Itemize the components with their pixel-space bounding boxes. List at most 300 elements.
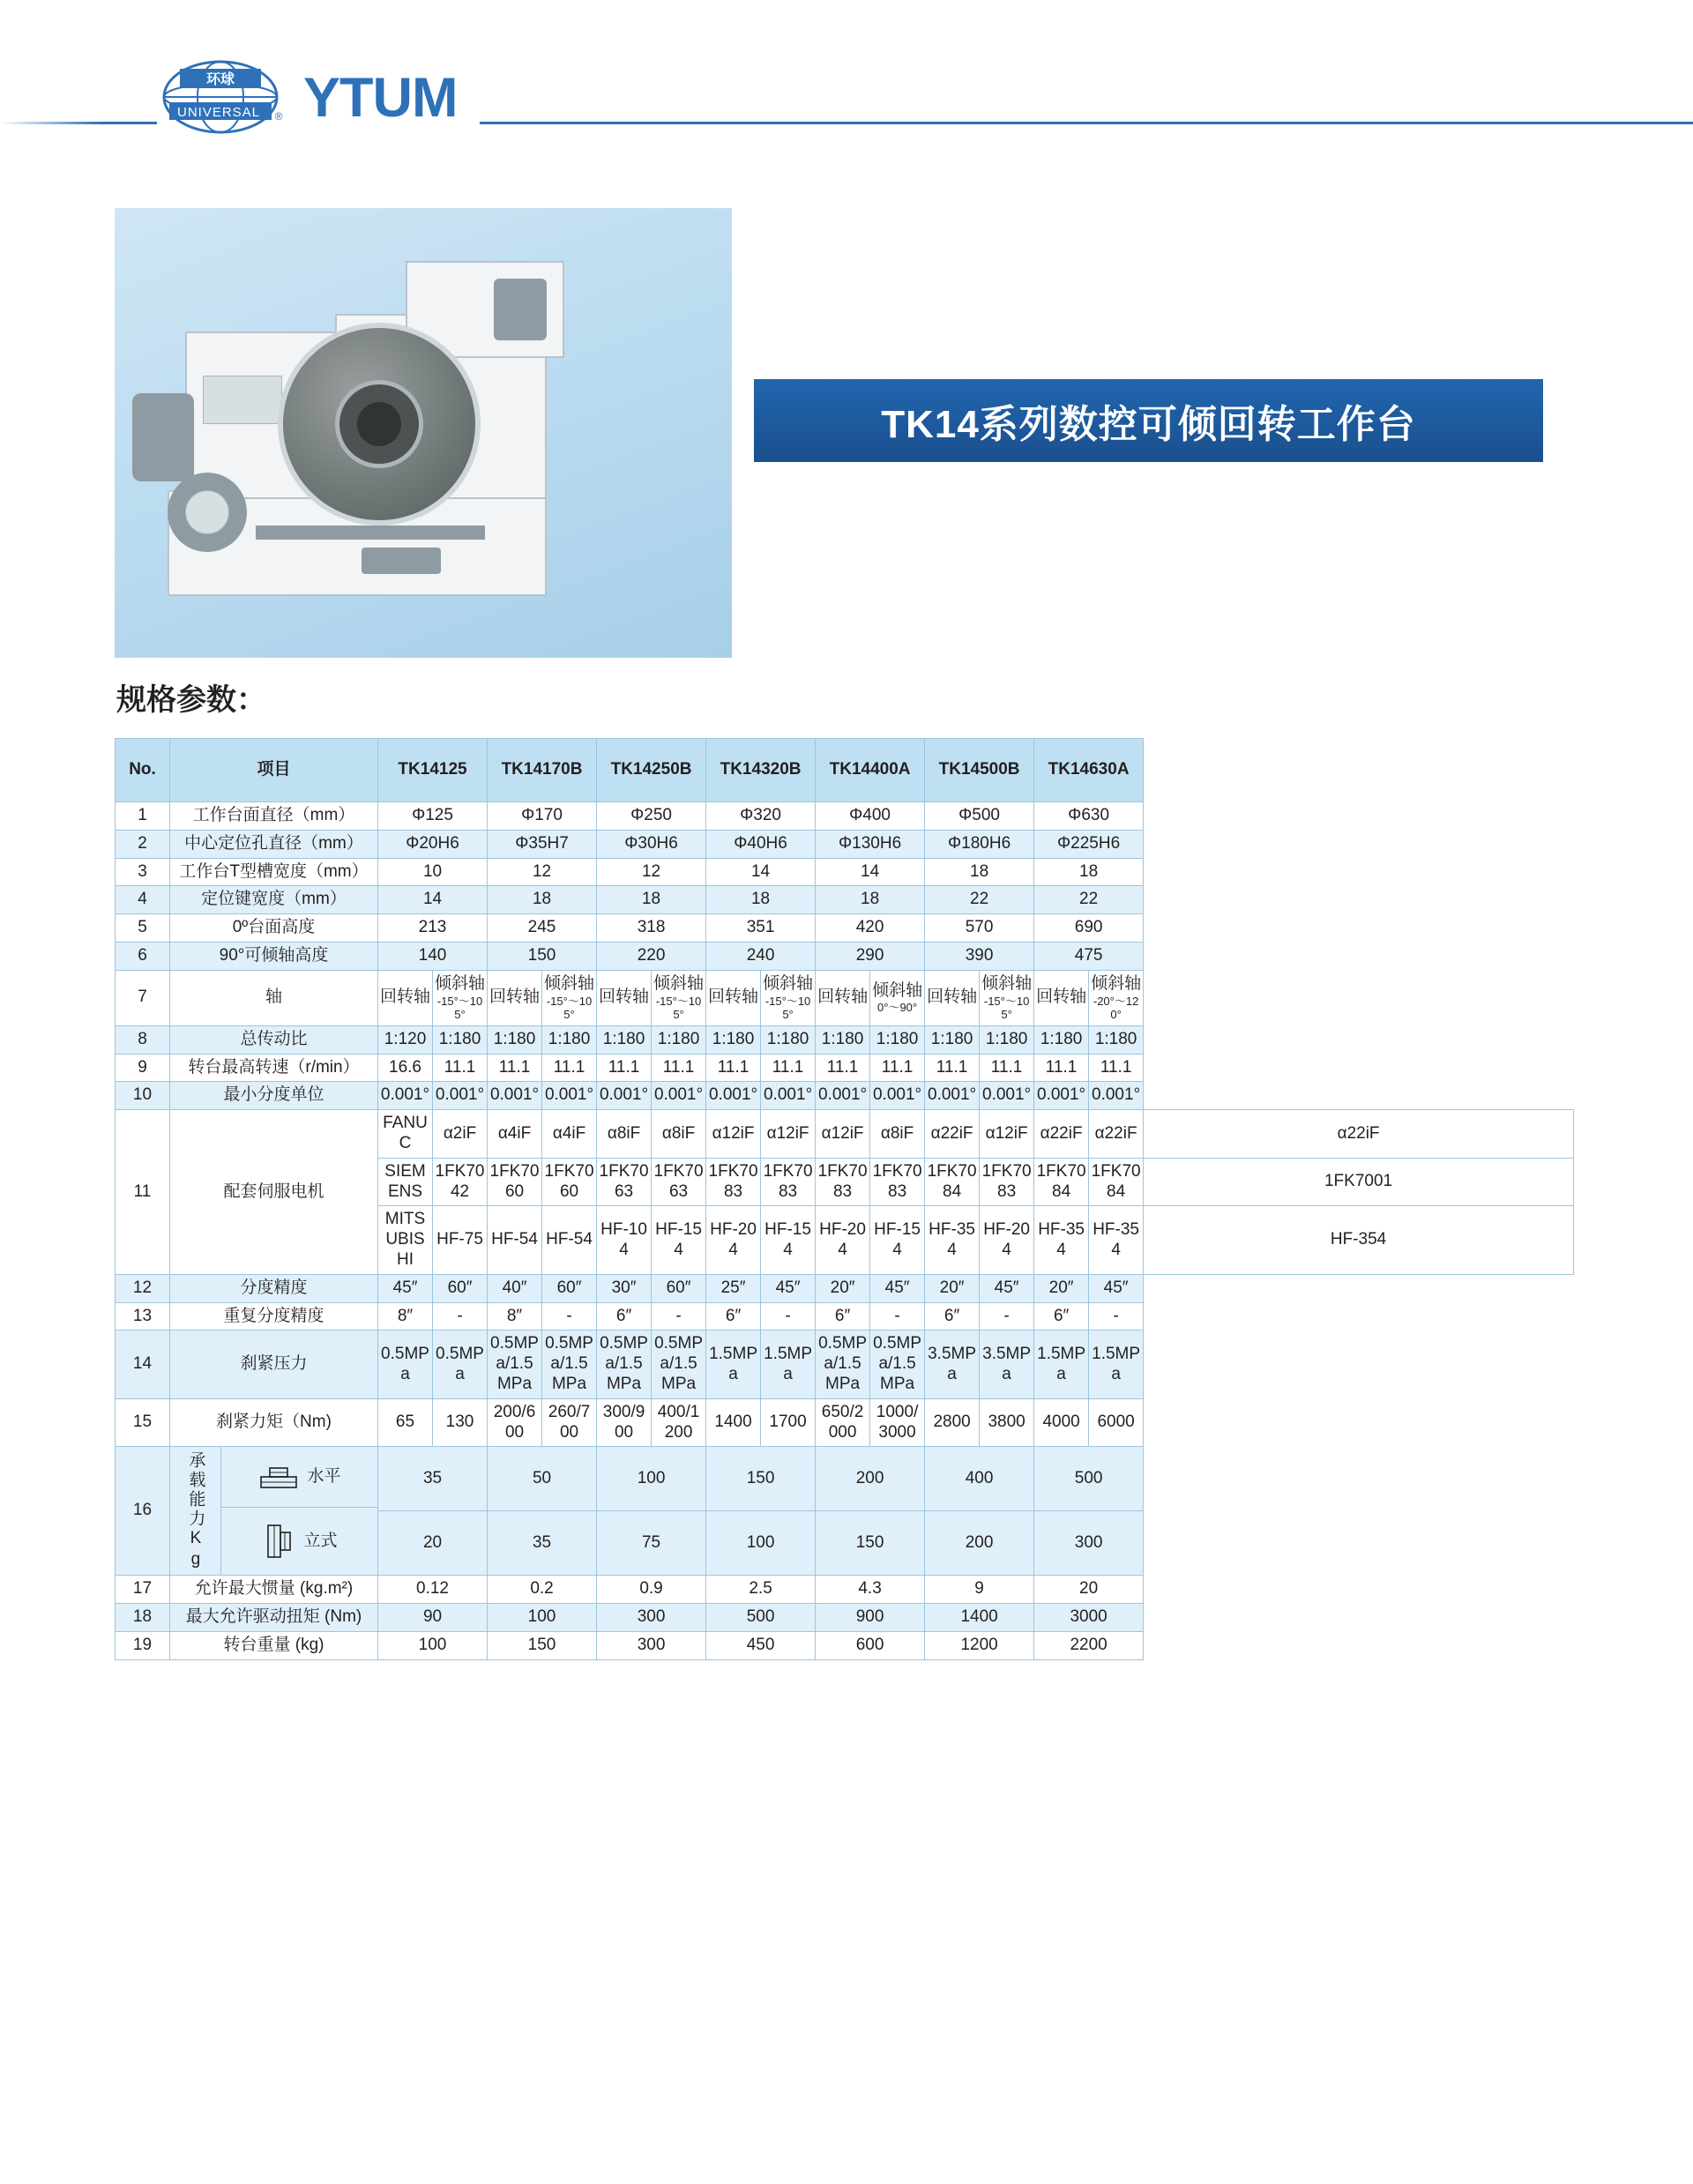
cell: HF-354 (1034, 1206, 1089, 1274)
cell: 11.1 (761, 1054, 816, 1082)
row-item: 中心定位孔直径（mm） (170, 830, 378, 858)
row-no: 5 (116, 914, 170, 943)
cell: 12 (488, 858, 597, 886)
cell: 18 (1034, 858, 1144, 886)
tilt-range: 0°～90° (877, 1001, 918, 1015)
cell: 65 (378, 1398, 433, 1447)
row-item: 分度精度 (170, 1274, 378, 1302)
cell: 150 (488, 942, 597, 970)
row-no: 3 (116, 858, 170, 886)
page-title: TK14系列数控可倾回转工作台 (881, 403, 1416, 446)
cell: α22iF (1034, 1110, 1089, 1159)
cell: 8″ (378, 1302, 433, 1331)
cell: 0.2 (488, 1576, 597, 1604)
cell: HF-154 (652, 1206, 706, 1274)
cell-tilt-axis (542, 970, 597, 1025)
col-tk14630a: TK14630A (1034, 739, 1144, 802)
cell: 1:180 (652, 1025, 706, 1054)
cell-tilt-axis (652, 970, 706, 1025)
cell: 1FK7083 (980, 1158, 1034, 1206)
cell: 1:180 (542, 1025, 597, 1054)
cell: 1FK7063 (652, 1158, 706, 1206)
cell-rot-axis: 回转轴 (378, 970, 433, 1025)
cell: 150 (488, 1631, 597, 1659)
cell: α4iF (542, 1110, 597, 1159)
cell: Φ500 (925, 802, 1034, 831)
row-item: 最小分度单位 (170, 1082, 378, 1110)
row-no: 15 (116, 1398, 170, 1447)
cell: HF-204 (816, 1206, 870, 1274)
cell: 200 (925, 1511, 1034, 1576)
col-no: No. (116, 739, 170, 802)
cell: 20″ (1034, 1274, 1089, 1302)
row-no: 1 (116, 802, 170, 831)
cell: 1200 (925, 1631, 1034, 1659)
row-item: 最大允许驱动扭矩 (Nm) (170, 1604, 378, 1632)
cell-rot-axis: 回转轴 (1034, 970, 1089, 1025)
cell: 4000 (1034, 1398, 1089, 1447)
cell-rot-axis: 回转轴 (488, 970, 542, 1025)
row-no: 16 (116, 1447, 170, 1576)
cell: 0.9 (597, 1576, 706, 1604)
cell: HF-354 (1144, 1206, 1574, 1274)
cell: Φ130H6 (816, 830, 925, 858)
row-item: 工作台T型槽宽度（mm） (170, 858, 378, 886)
cell: 11.1 (980, 1054, 1034, 1082)
row-no: 11 (116, 1110, 170, 1275)
row-no: 8 (116, 1025, 170, 1054)
cell: 22 (1034, 886, 1144, 914)
cell: HF-154 (761, 1206, 816, 1274)
table-row (116, 1604, 1574, 1632)
cell: 0.001° (870, 1082, 925, 1110)
cell: 40″ (488, 1274, 542, 1302)
cell: 300 (1034, 1511, 1144, 1576)
tilt-label: 倾斜轴 (763, 973, 814, 993)
tilt-label: 倾斜轴 (981, 973, 1033, 993)
table-row (116, 1082, 1574, 1110)
row-item-motor (170, 1110, 378, 1275)
cell: Φ630 (1034, 802, 1144, 831)
cell: 1FK7083 (816, 1158, 870, 1206)
cell: 6″ (925, 1302, 980, 1331)
cell: 6″ (1034, 1302, 1089, 1331)
cell: α12iF (816, 1110, 870, 1159)
cell: 1:180 (597, 1025, 652, 1054)
brand-name: YTUM (303, 66, 458, 129)
cell: 11.1 (433, 1054, 488, 1082)
cell: 11.1 (488, 1054, 542, 1082)
table-row (116, 914, 1574, 943)
table-row (116, 1331, 1574, 1398)
cell: 0.001° (652, 1082, 706, 1110)
cell: 260/700 (542, 1398, 597, 1447)
tilt-label: 倾斜轴 (435, 973, 486, 993)
hero-section (0, 183, 1693, 668)
cell: 0.5MPa (378, 1331, 433, 1398)
cell: 0.12 (378, 1576, 488, 1604)
cell: 45″ (378, 1274, 433, 1302)
cell: 1FK7060 (488, 1158, 542, 1206)
row-item: 转台最高转速（r/min） (170, 1054, 378, 1082)
cell: 35 (378, 1447, 488, 1511)
cell: 690 (1034, 914, 1144, 943)
cell: 150 (816, 1511, 925, 1576)
cell: 213 (378, 914, 488, 943)
cell: 8″ (488, 1302, 542, 1331)
cell: 240 (706, 942, 816, 970)
cell: 1000/3000 (870, 1398, 925, 1447)
cell: 20 (1034, 1576, 1144, 1604)
horizontal-label: 水平 (307, 1466, 341, 1486)
cell: 0.001° (925, 1082, 980, 1110)
header-row (116, 739, 1574, 802)
cell: 11.1 (870, 1054, 925, 1082)
cell: 6000 (1089, 1398, 1144, 1447)
cell: 0.001° (1034, 1082, 1089, 1110)
row-item: 重复分度精度 (170, 1302, 378, 1331)
cell: 35 (488, 1511, 597, 1576)
cell: 0.5MPa/1.5MPa (488, 1331, 542, 1398)
cell: 220 (597, 942, 706, 970)
row-item: 工作台面直径（mm） (170, 802, 378, 831)
horizontal-mount-icon (257, 1461, 300, 1493)
svg-text:UNIVERSAL: UNIVERSAL (176, 105, 261, 120)
cell: 0.001° (378, 1082, 433, 1110)
cell: α12iF (761, 1110, 816, 1159)
cell: Φ170 (488, 802, 597, 831)
cell: 650/2000 (816, 1398, 870, 1447)
cell: 30″ (597, 1274, 652, 1302)
globe-icon (157, 53, 291, 143)
row-no: 7 (116, 970, 170, 1025)
table-row-motor-fanuc (116, 1110, 1574, 1159)
cell: 50 (488, 1447, 597, 1511)
cell: 0.5MPa/1.5MPa (542, 1331, 597, 1398)
cell: 11.1 (542, 1054, 597, 1082)
tilt-range: -15°～105° (764, 994, 811, 1022)
cell: 1FK7060 (542, 1158, 597, 1206)
cell: - (1089, 1302, 1144, 1331)
cell: 318 (597, 914, 706, 943)
table-row (116, 858, 1574, 886)
cell: 1400 (925, 1604, 1034, 1632)
svg-text:环球: 环球 (205, 72, 235, 87)
cell: HF-204 (980, 1206, 1034, 1274)
col-tk14400a: TK14400A (816, 739, 925, 802)
cell: 1:180 (761, 1025, 816, 1054)
page-header (0, 0, 1693, 168)
cell: 245 (488, 914, 597, 943)
row-item: 转台重量 (kg) (170, 1631, 378, 1659)
row-no: 19 (116, 1631, 170, 1659)
cell: 0.5MPa/1.5MPa (652, 1331, 706, 1398)
cell: α12iF (706, 1110, 761, 1159)
cell: α2iF (433, 1110, 488, 1159)
cell: 1.5MPa (706, 1331, 761, 1398)
row-no: 4 (116, 886, 170, 914)
cell: 11.1 (1089, 1054, 1144, 1082)
table-row-capacity-horizontal (116, 1447, 1574, 1511)
cell: 3800 (980, 1398, 1034, 1447)
row-item: 定位键宽度（mm） (170, 886, 378, 914)
cell: Φ400 (816, 802, 925, 831)
cell: 0.5MPa/1.5MPa (816, 1331, 870, 1398)
cell: α8iF (597, 1110, 652, 1159)
cell: 11.1 (925, 1054, 980, 1082)
motor-brand-mitsubishi: MITSUBISHI (378, 1206, 433, 1274)
cell: 200/600 (488, 1398, 542, 1447)
spec-table (115, 738, 1574, 1660)
cell: α12iF (980, 1110, 1034, 1159)
cell: 45″ (980, 1274, 1034, 1302)
cell: 1FK7084 (925, 1158, 980, 1206)
cell: 18 (488, 886, 597, 914)
cell: Φ250 (597, 802, 706, 831)
cell: - (980, 1302, 1034, 1331)
col-tk14320b: TK14320B (706, 739, 816, 802)
cell: HF-75 (433, 1206, 488, 1274)
cell: 290 (816, 942, 925, 970)
tilt-range: -15°～105° (655, 994, 702, 1022)
cell: 18 (706, 886, 816, 914)
cell-tilt-axis (1089, 970, 1144, 1025)
tilt-range: -15°～105° (436, 994, 483, 1022)
cell: 0.001° (816, 1082, 870, 1110)
cell: 1:180 (980, 1025, 1034, 1054)
table-row (116, 1576, 1574, 1604)
cell: HF-354 (925, 1206, 980, 1274)
cell: 500 (706, 1604, 816, 1632)
row-item: 轴 (170, 970, 378, 1025)
cell: 20″ (925, 1274, 980, 1302)
cell: 25″ (706, 1274, 761, 1302)
cell: 200 (816, 1447, 925, 1511)
cell: 10 (378, 858, 488, 886)
cell: 4.3 (816, 1576, 925, 1604)
cell: - (652, 1302, 706, 1331)
cell: 1FK7001 (1144, 1158, 1574, 1206)
cell: 1:180 (870, 1025, 925, 1054)
tilt-label: 倾斜轴 (544, 973, 595, 993)
table-row (116, 1631, 1574, 1659)
table-row (116, 1025, 1574, 1054)
cell: 0.5MPa (433, 1331, 488, 1398)
cell: 1:180 (706, 1025, 761, 1054)
cell: 1FK7083 (870, 1158, 925, 1206)
cell: HF-354 (1089, 1206, 1144, 1274)
cell: - (433, 1302, 488, 1331)
tilt-label: 倾斜轴 (1091, 973, 1142, 993)
cell: 1:180 (925, 1025, 980, 1054)
cell: 6″ (816, 1302, 870, 1331)
cell: 1:180 (488, 1025, 542, 1054)
cell: 1FK7083 (761, 1158, 816, 1206)
motor-brand-fanuc: FANUC (378, 1110, 433, 1159)
table-row (116, 830, 1574, 858)
cell: 18 (597, 886, 706, 914)
cell: HF-104 (597, 1206, 652, 1274)
cell: 60″ (652, 1274, 706, 1302)
cell: 0.5MPa/1.5MPa (870, 1331, 925, 1398)
cell: 2.5 (706, 1576, 816, 1604)
table-row (116, 1398, 1574, 1447)
row-no: 2 (116, 830, 170, 858)
cell: 390 (925, 942, 1034, 970)
cell: 1:180 (816, 1025, 870, 1054)
cell: HF-54 (488, 1206, 542, 1274)
svg-text:®: ® (274, 110, 283, 123)
cell-rot-axis: 回转轴 (706, 970, 761, 1025)
cell: 2800 (925, 1398, 980, 1447)
cell: 400 (925, 1447, 1034, 1511)
col-tk14170b: TK14170B (488, 739, 597, 802)
row-item: 刹紧力矩（Nm) (170, 1398, 378, 1447)
cell: 90 (378, 1604, 488, 1632)
cell: 500 (1034, 1447, 1144, 1511)
cell: 0.5MPa/1.5MPa (597, 1331, 652, 1398)
cell: 1FK7084 (1034, 1158, 1089, 1206)
cell: α22iF (1144, 1110, 1574, 1159)
product-title-banner (754, 379, 1543, 462)
cell: 11.1 (816, 1054, 870, 1082)
cell: Φ225H6 (1034, 830, 1144, 858)
cell: 1700 (761, 1398, 816, 1447)
cell: Φ125 (378, 802, 488, 831)
table-row (116, 802, 1574, 831)
cell: α8iF (870, 1110, 925, 1159)
cell: 140 (378, 942, 488, 970)
cell: 600 (816, 1631, 925, 1659)
cell: 60″ (433, 1274, 488, 1302)
col-tk14250b: TK14250B (597, 739, 706, 802)
cell: 20 (378, 1511, 488, 1576)
cell: 1.5MPa (761, 1331, 816, 1398)
cell-tilt-axis (870, 970, 925, 1025)
cell: 1:180 (1034, 1025, 1089, 1054)
row-item: 90°可倾轴高度 (170, 942, 378, 970)
col-tk14125: TK14125 (378, 739, 488, 802)
cell: 3.5MPa (980, 1331, 1034, 1398)
cell: HF-154 (870, 1206, 925, 1274)
vertical-mount-icon (261, 1522, 296, 1561)
cell: Φ40H6 (706, 830, 816, 858)
cell: 14 (378, 886, 488, 914)
table-row (116, 1274, 1574, 1302)
cell: 100 (706, 1511, 816, 1576)
cell: 0.001° (433, 1082, 488, 1110)
cell: α22iF (1089, 1110, 1144, 1159)
cell: - (542, 1302, 597, 1331)
row-item: 总传动比 (170, 1025, 378, 1054)
cell-rot-axis: 回转轴 (816, 970, 870, 1025)
cell: 1:180 (1089, 1025, 1144, 1054)
cell: 75 (597, 1511, 706, 1576)
table-row-axis (116, 970, 1574, 1025)
cell: 0.001° (597, 1082, 652, 1110)
cell: 20″ (816, 1274, 870, 1302)
table-row (116, 942, 1574, 970)
cell: 0.001° (488, 1082, 542, 1110)
row-no: 12 (116, 1274, 170, 1302)
cell: 0.001° (761, 1082, 816, 1110)
brand-logo (157, 53, 480, 143)
cell: 100 (488, 1604, 597, 1632)
capacity-group-label: 承载能力Kg (186, 1450, 205, 1571)
cell: 45″ (870, 1274, 925, 1302)
cell: HF-204 (706, 1206, 761, 1274)
cell: Φ30H6 (597, 830, 706, 858)
vertical-label: 立式 (303, 1531, 338, 1550)
cell: 11.1 (652, 1054, 706, 1082)
cell: 0.001° (1089, 1082, 1144, 1110)
motor-brand-siemens: SIEMENS (378, 1158, 433, 1206)
cell: 6″ (597, 1302, 652, 1331)
cell: Φ320 (706, 802, 816, 831)
table-row (116, 1054, 1574, 1082)
cell: 351 (706, 914, 816, 943)
cell: 1FK7083 (706, 1158, 761, 1206)
spec-table-body (116, 802, 1574, 1660)
row-no: 17 (116, 1576, 170, 1604)
cell: 400/1200 (652, 1398, 706, 1447)
tilt-label: 倾斜轴 (653, 973, 705, 993)
spec-table-head (116, 739, 1574, 802)
cell: 3000 (1034, 1604, 1144, 1632)
row-no: 9 (116, 1054, 170, 1082)
cell: 300/900 (597, 1398, 652, 1447)
cell: 11.1 (706, 1054, 761, 1082)
cell: α22iF (925, 1110, 980, 1159)
cell: 1FK7063 (597, 1158, 652, 1206)
table-row (116, 886, 1574, 914)
cell: 475 (1034, 942, 1144, 970)
cell: 6″ (706, 1302, 761, 1331)
tilt-range: -15°～105° (546, 994, 593, 1022)
row-no: 13 (116, 1302, 170, 1331)
cell: 2200 (1034, 1631, 1144, 1659)
spec-table-wrapper (115, 738, 1574, 1660)
row-no: 14 (116, 1331, 170, 1398)
cell: 18 (816, 886, 925, 914)
cell: 1400 (706, 1398, 761, 1447)
cell: 18 (925, 858, 1034, 886)
cell: 450 (706, 1631, 816, 1659)
cell: 3.5MPa (925, 1331, 980, 1398)
cell: 0.001° (542, 1082, 597, 1110)
row-item-capacity (170, 1447, 378, 1576)
spec-heading: 规格参数： (116, 683, 266, 717)
cell-tilt-axis (761, 970, 816, 1025)
cell: 1.5MPa (1089, 1331, 1144, 1398)
motor-group-label: 配套伺服电机 (223, 1181, 324, 1201)
cell: 12 (597, 858, 706, 886)
tilt-range: -20°～120° (1093, 994, 1139, 1022)
cell: HF-54 (542, 1206, 597, 1274)
cell: 11.1 (597, 1054, 652, 1082)
cell: 300 (597, 1631, 706, 1659)
product-photo (115, 208, 732, 658)
cell: 130 (433, 1398, 488, 1447)
cell: 45″ (761, 1274, 816, 1302)
cell: 9 (925, 1576, 1034, 1604)
cell: 100 (597, 1447, 706, 1511)
cell: - (870, 1302, 925, 1331)
table-row (116, 1302, 1574, 1331)
row-no: 18 (116, 1604, 170, 1632)
cell: 420 (816, 914, 925, 943)
cell: 0.001° (706, 1082, 761, 1110)
